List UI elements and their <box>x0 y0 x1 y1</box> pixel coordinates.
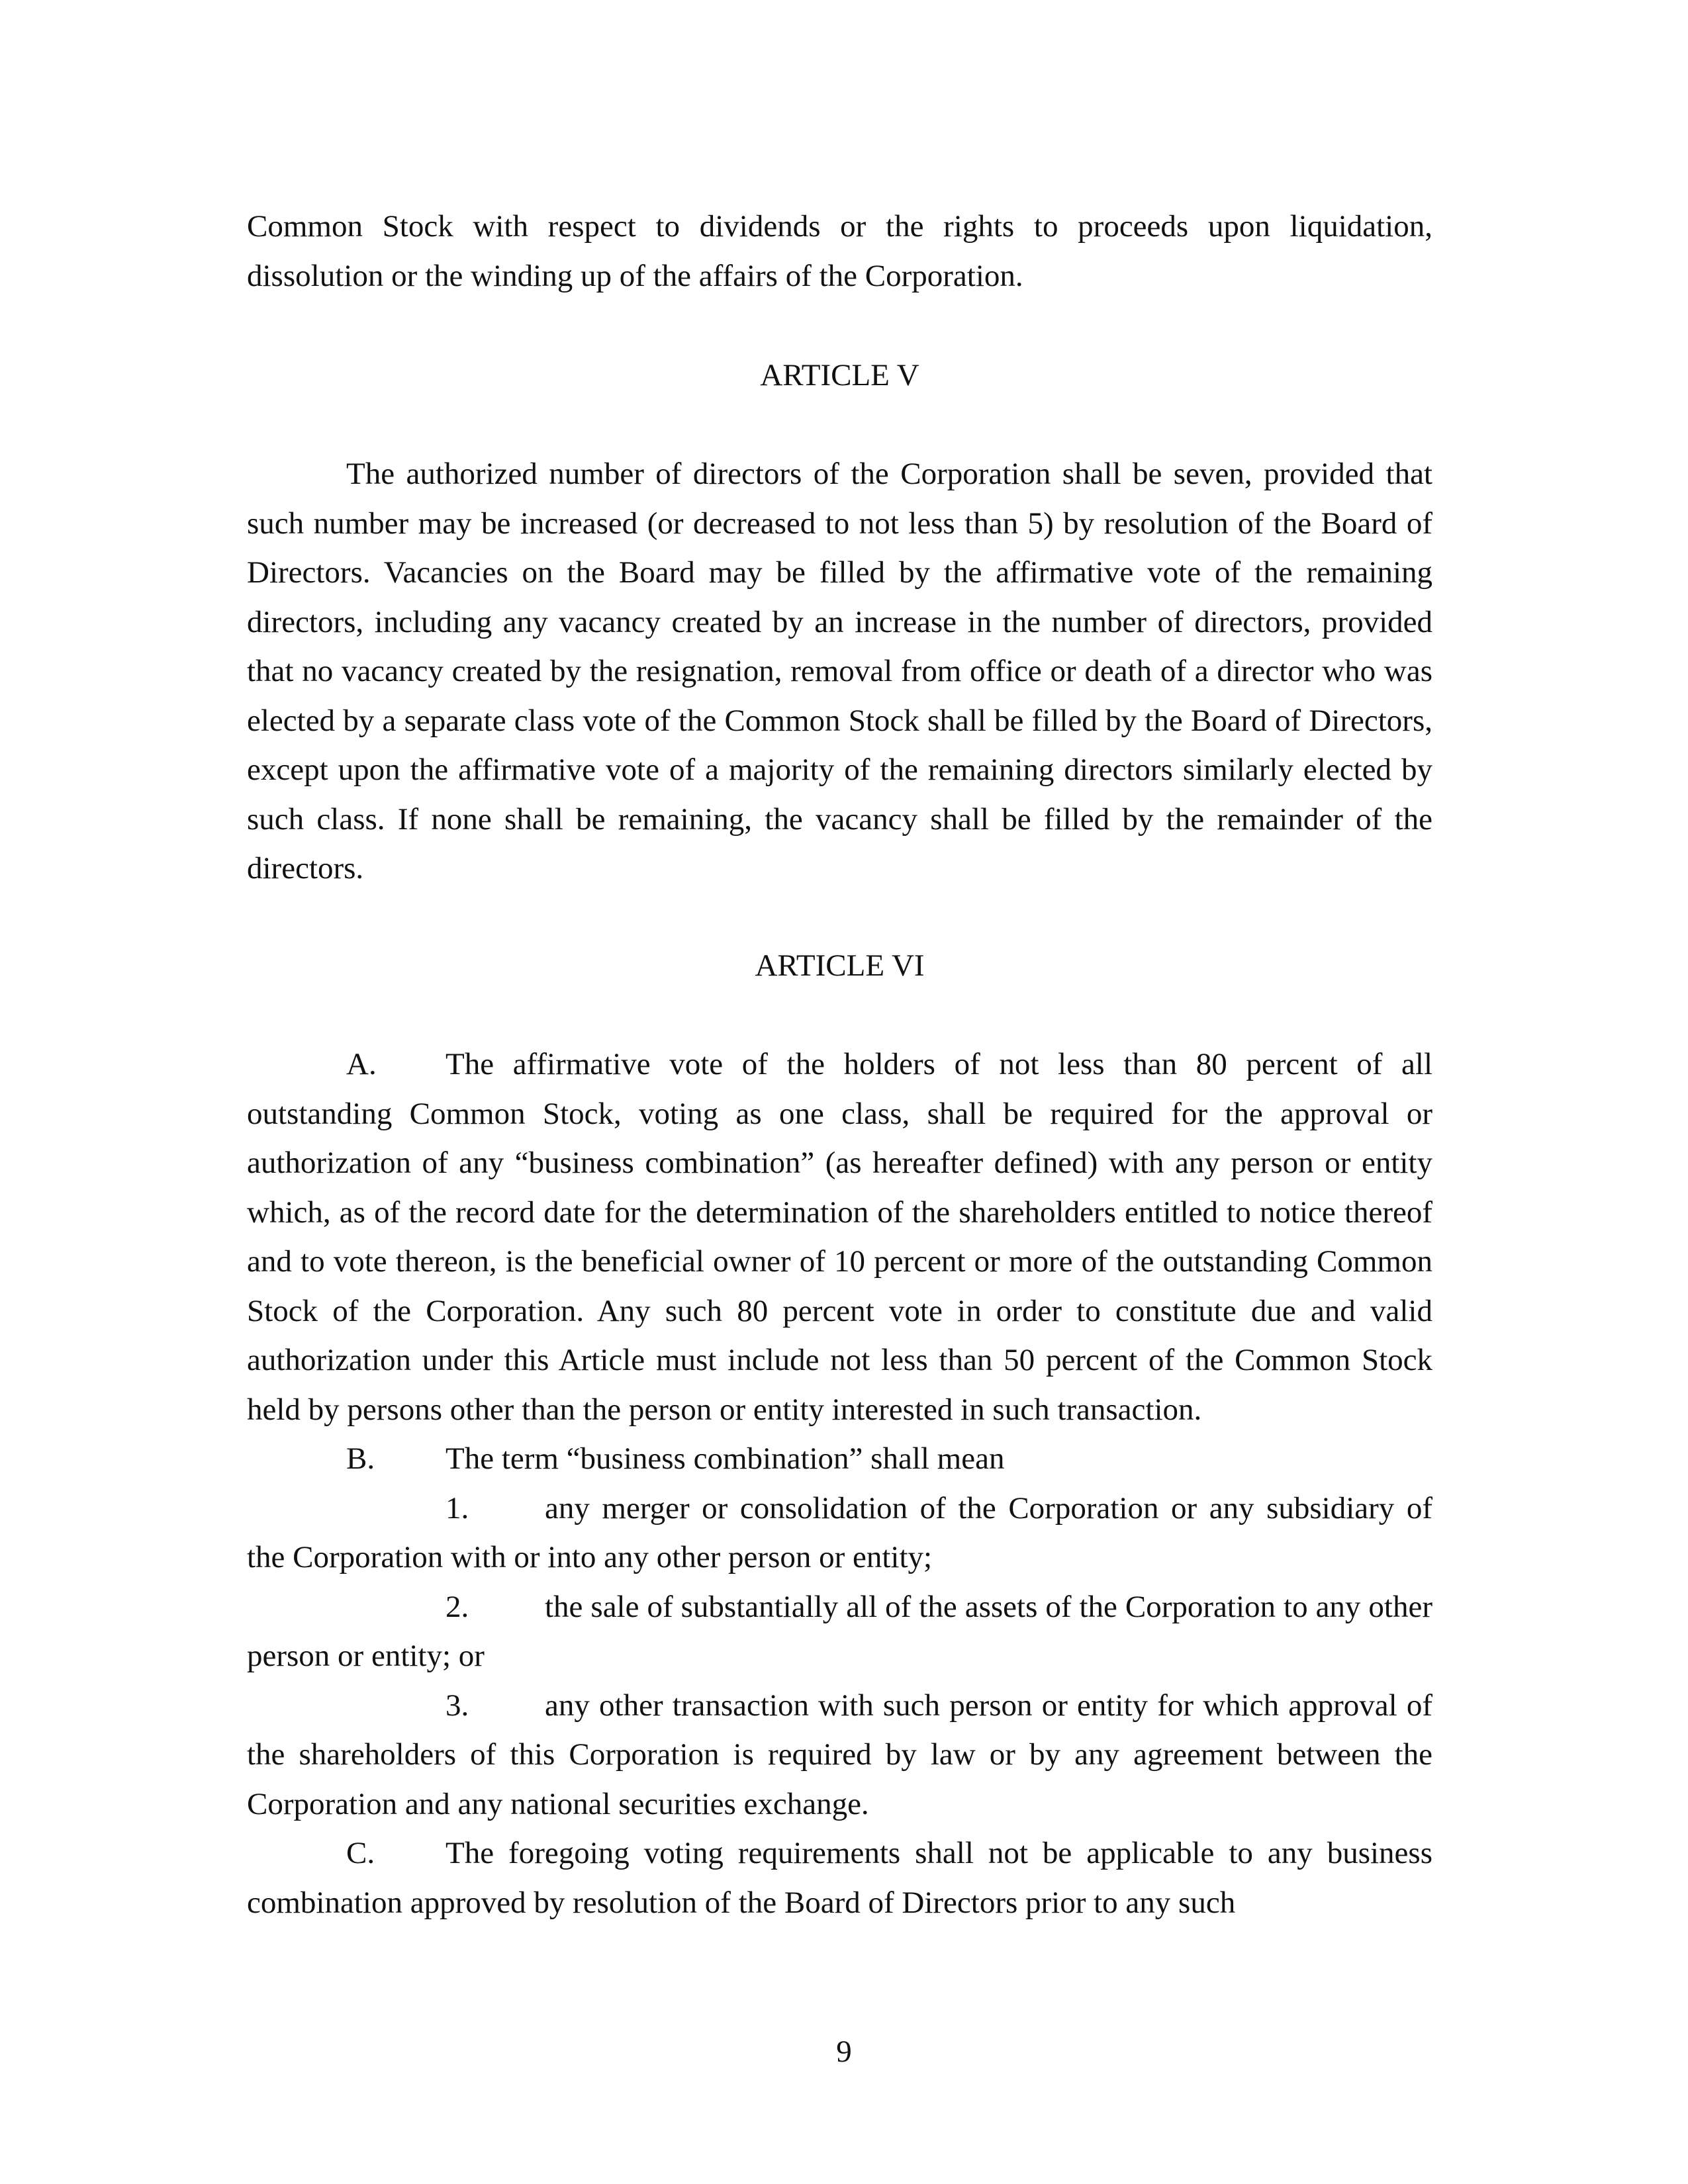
section-b-item-1 <box>247 1484 1432 1582</box>
item-2-label: 2. <box>445 1589 469 1624</box>
item-1-label: 1. <box>445 1490 469 1525</box>
continuation-paragraph <box>247 202 1432 300</box>
article-v-paragraph: The authorized number of directors of the Corporation shall be seven, provided that such number may be increased (or decreased to not less than 5) by resolution of the Board of Directors. Vacancies on the Board may be filled by the affirmative vote of the remaining directors, including any vacancy created by an increase in the number of directors, provided that no vacancy created by the resignation, removal from office or death of a director who was elected by a separate class vote of the Common Stock shall be filled by the Board of Directors, except upon the affirmative vote of a majority of the remaining directors similarly elected by such class. If none shall be remaining, the vacancy shall be filled by the remainder of the directors. <box>247 457 1432 886</box>
continuation-text: Common Stock with respect to dividends or the rights to proceeds upon liquidation, dissolution or the winding up of the affairs of the Corporation. <box>247 209 1432 293</box>
item-3-text: any other transaction with such person or entity for which approval of the shareholders of this Corporation is required by law or by any agreement between the Corporation and any national securities exchange. <box>247 1688 1432 1821</box>
item-3-label: 3. <box>445 1688 469 1723</box>
section-a-text: The affirmative vote of the holders of not less than 80 percent of all outstanding Common Stock, voting as one class, shall be required for the approval or authorization of any “business combination” (as hereafter defined) with any person or entity which, as of the record date for the determination of the shareholders entitled to notice thereof and to vote thereon, is the beneficial owner of 10 percent or more of the outstanding Common Stock of the Corporation. Any such 80 percent vote in order to constitute due and valid authorization under this Article must include not less than 50 percent of the Common Stock held by persons other than the person or entity interested in such transaction. <box>247 1047 1432 1427</box>
article-v-body <box>247 449 1432 893</box>
section-b <box>247 1434 1432 1484</box>
item-2-text: the sale of substantially all of the assets of the Corporation to any other person or entity; or <box>247 1589 1432 1673</box>
section-c <box>247 1829 1432 1927</box>
article-vi-heading: ARTICLE VI <box>755 948 925 983</box>
article-v-heading: ARTICLE V <box>760 358 919 392</box>
section-b-label: B. <box>346 1441 375 1476</box>
section-a-label: A. <box>346 1047 377 1081</box>
item-1-text: any merger or consolidation of the Corporation or any subsidiary of the Corporation with or into any other person or entity; <box>247 1490 1432 1574</box>
article-vi-body <box>247 1040 1432 1927</box>
section-b-item-3 <box>247 1681 1432 1829</box>
section-c-text: The foregoing voting requirements shall not be applicable to any business combination approved by resolution of the Board of Directors prior to any such <box>247 1836 1432 1920</box>
section-b-text: The term “business combination” shall mean <box>445 1441 1005 1476</box>
section-b-item-2 <box>247 1582 1432 1681</box>
section-c-label: C. <box>346 1836 375 1870</box>
section-a <box>247 1040 1432 1434</box>
page-number: 9 <box>836 2034 852 2069</box>
